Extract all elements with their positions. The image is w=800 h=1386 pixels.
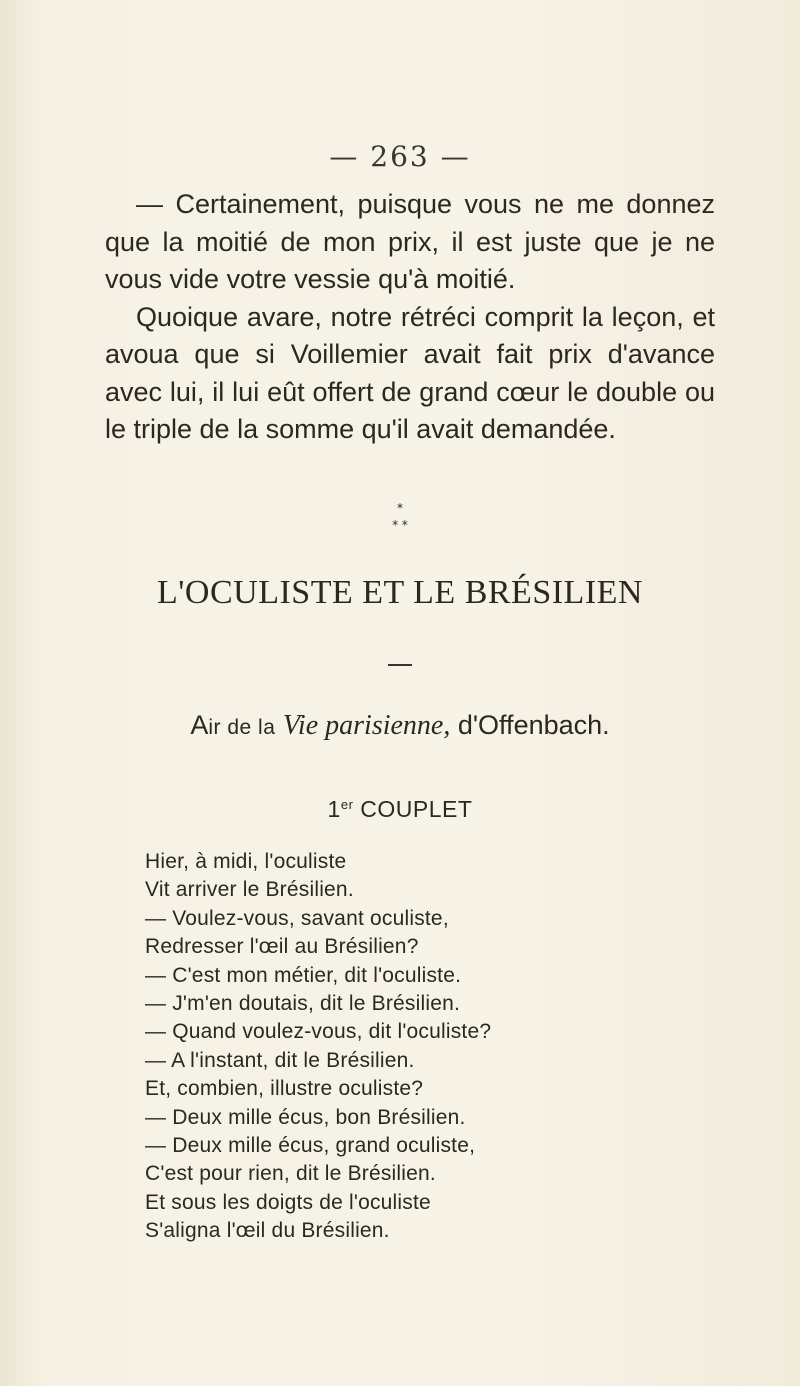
verse-line: — Deux mille écus, grand oculiste, bbox=[145, 1133, 476, 1157]
asterism-top: * bbox=[397, 501, 403, 515]
couplet-heading bbox=[0, 796, 800, 823]
asterism-bottom: * * bbox=[392, 518, 408, 532]
asterism-ornament bbox=[0, 500, 800, 534]
verse-line: Et sous les doigts de l'oculiste bbox=[145, 1190, 431, 1214]
prose-block bbox=[105, 186, 715, 449]
couplet-label: COUPLET bbox=[360, 796, 473, 822]
verse-line: — Quand voulez-vous, dit l'oculiste? bbox=[145, 1020, 492, 1044]
prose-paragraph: — Certainement, puisque vous ne me donnez que la moitié de mon prix, il est juste que je ne vous vide votre vessie qu'à moitié. bbox=[105, 189, 715, 294]
title-rule bbox=[388, 664, 412, 666]
verse-line: C'est pour rien, dit le Brésilien. bbox=[145, 1162, 436, 1186]
verse-line: Redresser l'œil au Brésilien? bbox=[145, 935, 419, 959]
section-title: L'OCULISTE ET LE BRÉSILIEN bbox=[157, 574, 643, 611]
verse-line: — C'est mon métier, dit l'oculiste. bbox=[145, 963, 462, 987]
verse-line: Et, combien, illustre oculiste? bbox=[145, 1077, 424, 1101]
verse-line: S'aligna l'œil du Brésilien. bbox=[145, 1219, 390, 1243]
verse-line: Hier, à midi, l'oculiste bbox=[145, 850, 347, 873]
couplet-ordinal: er bbox=[340, 797, 354, 812]
couplet-number: 1 bbox=[327, 796, 341, 822]
verse-line: — Deux mille écus, bon Brésilien. bbox=[145, 1105, 466, 1129]
verse-block bbox=[145, 848, 705, 1245]
verse-line: — A l'instant, dit le Brésilien. bbox=[145, 1048, 415, 1072]
verse-line: — J'm'en doutais, dit le Brésilien. bbox=[145, 991, 460, 1015]
verse-line: — Voulez-vous, savant oculiste, bbox=[145, 906, 449, 930]
prose-paragraph: Quoique avare, notre rétréci comprit la leçon, et avoua que si Voillemier avait fait prix d'avance avec lui, il lui eût offert de grand cœur le double ou le triple de la somme qu'il avait demandée. bbox=[105, 301, 715, 444]
verse-line: Vit arriver le Brésilien. bbox=[145, 878, 354, 902]
air-attribution bbox=[0, 710, 800, 742]
page-number: — 263 — bbox=[329, 140, 471, 173]
air-initial: A bbox=[190, 710, 209, 740]
air-work-title: Vie parisienne, bbox=[282, 710, 451, 741]
air-smallcaps: ir de la bbox=[208, 716, 276, 739]
air-composer: d'Offenbach. bbox=[457, 710, 610, 740]
